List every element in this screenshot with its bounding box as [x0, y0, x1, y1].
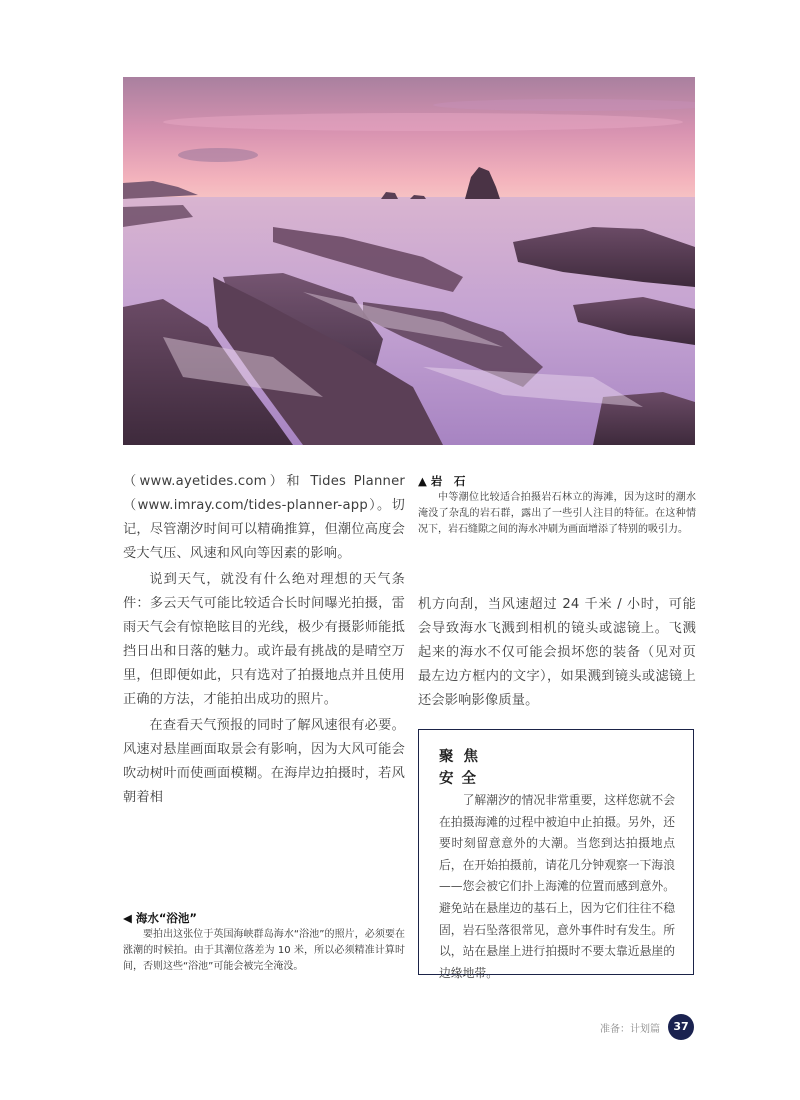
focus-sidebar-box — [418, 729, 694, 980]
caption-text: 中等潮位比较适合拍摄岩石林立的海滩，因为这时的潮水淹没了杂乱的岩石群，露出了一些引人注目的特征。在这种情况下，岩石缝隙之间的海水冲刷为画面增添了特别的吸引力。 — [418, 492, 696, 535]
body-column-right — [418, 593, 696, 713]
body-column-left-bottom — [123, 714, 405, 810]
page-number-badge: 37 — [668, 1014, 694, 1040]
seascape-illustration — [123, 77, 695, 445]
focus-label: 聚焦 — [439, 749, 488, 765]
body-paragraph: （www.ayetides.com）和 Tides Planner（www.imray.com/tides-planner-app）。切记，尽管潮汐时间可以精确推算，但潮位高度会受大气压、风速和风向等因素的影响。 — [123, 474, 405, 561]
focus-text: 了解潮汐的情况非常重要，这样您就不会在拍摄海滩的过程中被迫中止拍摄。另外，还要时刻留意意外的大潮。当您到达拍摄地点后，在开始拍摄前，请花几分钟观察一下海浪——您会被它们扑上海滩的位置而感到意外。避免站在悬崖边的基石上，因为它们往往不稳固，岩石坠落很常见，意外事件时有发生。所以，站在悬崖上进行拍摄时不要太靠近悬崖的边缘地带。 — [439, 793, 675, 980]
body-column-left-top — [123, 470, 405, 566]
seascape-photo — [123, 77, 695, 445]
caption-title: ▲ 岩 石 — [418, 474, 466, 488]
body-paragraph: 在查看天气预报的同时了解风速很有必要。风速对悬崖画面取景会有影响，因为大风可能会吹动树叶而使画面模糊。在海岸边拍摄时，若风朝着相 — [123, 718, 405, 805]
caption-sea-pool — [123, 910, 405, 975]
caption-title: ◀ 海水“浴池” — [123, 911, 197, 925]
caption-rocks — [418, 473, 696, 538]
body-paragraph: 机方向刮，当风速超过 24 千米 / 小时，可能会导致海水飞溅到相机的镜头或滤镜上。飞溅起来的海水不仅可能会损坏您的装备（见对页最左边方框内的文字），如果溅到镜头或滤镜上还会影响影像质量。 — [418, 597, 696, 708]
footer-section-label: 准备：计划篇 — [600, 1024, 660, 1035]
focus-topic: 安全 — [439, 771, 484, 787]
body-paragraph: 说到天气，就没有什么绝对理想的天气条件：多云天气可能比较适合长时间曝光拍摄，雷雨天气会有惊艳眩目的光线，极少有摄影师能抵挡日出和日落的魅力。或许最有挑战的是晴空万里，但即便如此，只有选对了拍摄地点并且使用正确的方法，才能拍出成功的照片。 — [123, 572, 405, 707]
caption-text: 要拍出这张位于英国海峡群岛海水“浴池”的照片，必须要在涨潮的时候拍。由于其潮位落差为 10 米，所以必须精准计算时间，否则这些“浴池”可能会被完全淹没。 — [123, 929, 405, 972]
body-column-left-middle — [123, 568, 405, 712]
